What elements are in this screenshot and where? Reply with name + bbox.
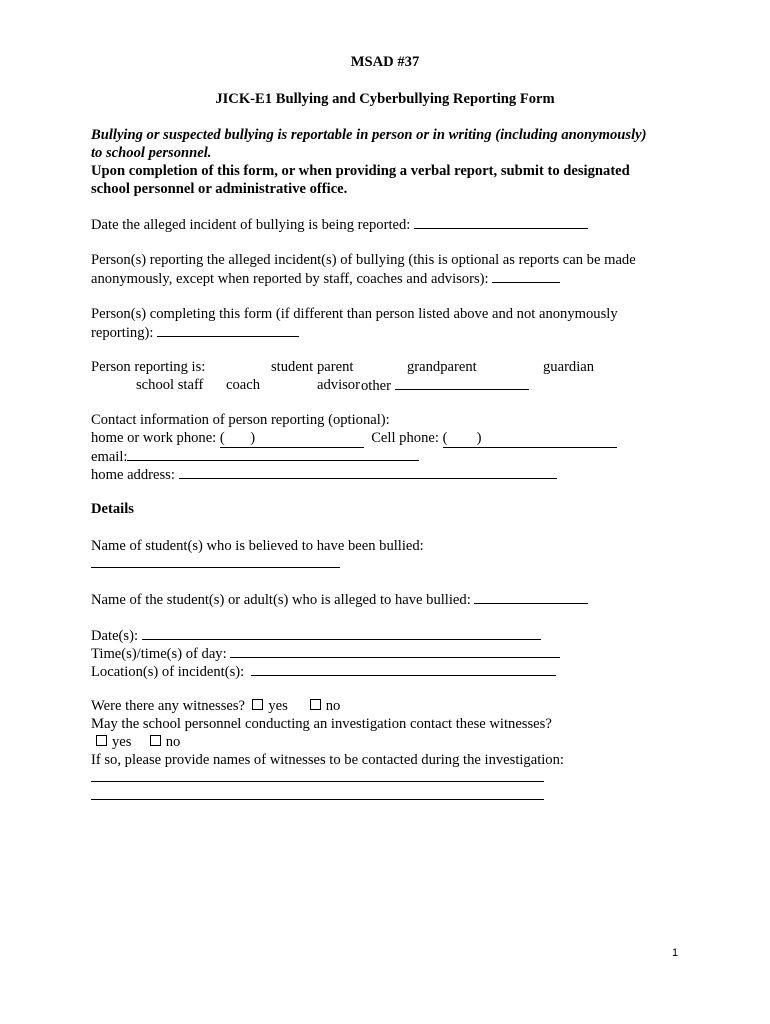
cell-area-code: ( ) — [442, 430, 482, 446]
witnesses-no-checkbox[interactable] — [310, 699, 321, 710]
contact-heading: Contact information of person reporting (optional): — [91, 412, 390, 428]
dates-label: Date(s): — [91, 628, 139, 644]
contact-witnesses-yes-checkbox[interactable] — [96, 735, 107, 746]
contact-witnesses-row — [96, 733, 180, 751]
role-coach[interactable]: coach — [226, 377, 261, 393]
alleged-field[interactable] — [474, 590, 588, 604]
details-heading: Details — [91, 501, 134, 517]
address-field[interactable] — [179, 465, 557, 479]
date-reported-field[interactable] — [414, 215, 588, 229]
completing-label: reporting): — [91, 325, 154, 341]
times-row — [91, 644, 560, 663]
alleged-row — [91, 590, 588, 609]
role-student[interactable]: student — [271, 359, 314, 375]
persons-reporting-line-1: Person(s) reporting the alleged incident(s) of bullying (this is optional as reports can be made — [91, 252, 636, 268]
locations-label: Location(s) of incident(s): — [91, 664, 245, 680]
victim-label: Name of student(s) who is believed to have been bullied: — [91, 538, 424, 554]
witness-names-field-2[interactable] — [91, 799, 544, 800]
role-grandparent[interactable]: grandparent — [407, 359, 477, 375]
intro-line-1: Bullying or suspected bullying is reportable in person or in writing (including anonymously) — [91, 127, 647, 143]
date-reported-label: Date the alleged incident of bullying is being reported: — [91, 217, 411, 233]
witnesses-yes-label: yes — [268, 698, 288, 714]
locations-field[interactable] — [251, 662, 556, 676]
witnesses-question: Were there any witnesses? — [91, 698, 246, 714]
times-label: Time(s)/time(s) of day: — [91, 646, 227, 662]
role-other-row — [361, 376, 529, 395]
intro-line-4: school personnel or administrative office. — [91, 181, 348, 197]
person-reporting-is-label: Person reporting is: — [91, 359, 206, 375]
contact-witnesses-yes-label: yes — [112, 734, 132, 750]
dates-field[interactable] — [142, 626, 541, 640]
form-title: JICK-E1 Bullying and Cyberbullying Reporting Form — [215, 91, 555, 107]
address-label: home address: — [91, 467, 175, 483]
times-field[interactable] — [230, 644, 560, 658]
completing-line-1: Person(s) completing this form (if different than person listed above and not anonymously — [91, 306, 618, 322]
cell-label: Cell phone: — [371, 430, 439, 446]
completing-field[interactable] — [157, 323, 299, 337]
contact-witnesses-question: May the school personnel conducting an investigation contact these witnesses? — [91, 716, 552, 732]
email-label: email: — [91, 449, 128, 465]
page-number: 1 — [672, 947, 679, 959]
witnesses-no-label: no — [325, 698, 341, 714]
intro-line-3: Upon completion of this form, or when providing a verbal report, submit to designated — [91, 163, 630, 179]
dates-row — [91, 626, 541, 645]
phone-row — [91, 429, 617, 448]
role-school-staff[interactable]: school staff — [136, 377, 204, 393]
witnesses-row — [91, 697, 340, 715]
completing-row — [91, 323, 299, 342]
alleged-label: Name of the student(s) or adult(s) who is alleged to have bullied: — [91, 592, 471, 608]
persons-reporting-label: anonymously, except when reported by staff, coaches and advisors): — [91, 271, 489, 287]
role-advisor[interactable]: advisor — [317, 377, 360, 393]
role-other-field[interactable] — [395, 376, 529, 390]
district-title: MSAD #37 — [350, 54, 420, 70]
persons-reporting-row — [91, 269, 560, 288]
email-row — [91, 447, 419, 466]
address-row — [91, 465, 557, 484]
role-parent[interactable]: parent — [317, 359, 354, 375]
witness-names-field-1[interactable] — [91, 781, 544, 782]
email-field[interactable] — [127, 447, 419, 461]
persons-reporting-field[interactable] — [492, 269, 560, 283]
witnesses-yes-checkbox[interactable] — [252, 699, 263, 710]
role-guardian[interactable]: guardian — [543, 359, 595, 375]
locations-row — [91, 662, 556, 681]
phone-field[interactable] — [220, 429, 364, 448]
date-reported-row — [91, 215, 588, 234]
cell-field[interactable] — [443, 429, 617, 448]
phone-label: home or work phone: — [91, 430, 217, 446]
intro-line-2: to school personnel. — [91, 145, 212, 161]
phone-area-code: ( ) — [219, 430, 256, 446]
witness-names-label: If so, please provide names of witnesses to be contacted during the investigation: — [91, 752, 564, 768]
victim-field[interactable] — [91, 567, 340, 568]
role-other[interactable]: other — [361, 378, 391, 394]
contact-witnesses-no-label: no — [165, 734, 181, 750]
contact-witnesses-no-checkbox[interactable] — [150, 735, 161, 746]
